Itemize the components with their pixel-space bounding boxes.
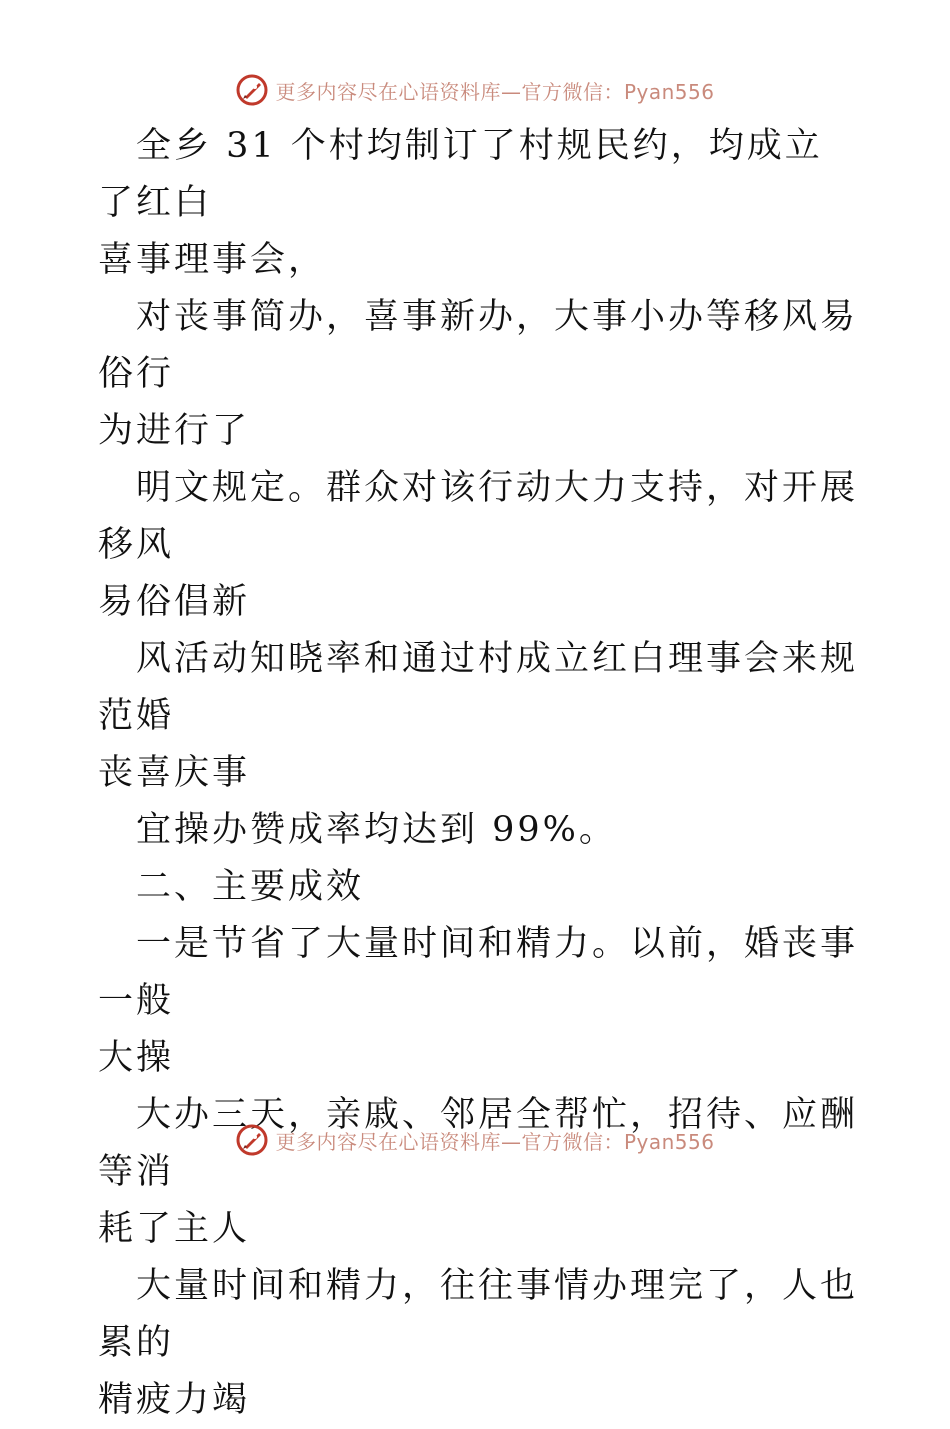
header-banner-inner xyxy=(235,73,714,107)
paragraph-line: 明文规定。群众对该行动大力支持，对开展移风 xyxy=(98,468,859,565)
footer-banner xyxy=(0,1120,950,1160)
footer-banner-text: 更多内容尽在心语资料库—官方微信：Pyan556 xyxy=(275,1129,715,1154)
section-heading xyxy=(98,859,858,916)
paragraph-line: 丧喜庆事 xyxy=(98,753,251,793)
paragraph-line: 喜事理事会， xyxy=(98,240,327,280)
paragraph-8 xyxy=(98,1087,858,1258)
header-banner xyxy=(0,70,950,110)
paragraph-line: 大办三天，亲戚、邻居全帮忙，招待、应酬等消 xyxy=(98,1095,859,1192)
paragraph-7 xyxy=(98,916,858,1087)
paragraph-line: 耗了主人 xyxy=(98,1209,251,1249)
paragraph-line: 二、主要成效 xyxy=(136,867,365,907)
quill-seal-icon xyxy=(235,73,269,107)
paragraph-9 xyxy=(98,1258,858,1429)
paragraph-line: 风活动知晓率和通过村成立红白理事会来规范婚 xyxy=(98,639,859,736)
paragraph-line: 大操 xyxy=(98,1038,175,1078)
paragraph-line: 全乡 31 个村均制订了村规民约，均成立了红白 xyxy=(98,126,823,223)
body-content xyxy=(98,118,858,1429)
paragraph-line: 对丧事简办，喜事新办，大事小办等移风易俗行 xyxy=(98,297,859,394)
paragraph-line: 宜操办赞成率均达到 99%。 xyxy=(136,810,617,850)
header-banner-text: 更多内容尽在心语资料库—官方微信：Pyan556 xyxy=(275,79,715,104)
paragraph-3 xyxy=(98,460,858,631)
paragraph-2 xyxy=(98,289,858,460)
quill-seal-icon xyxy=(235,1123,269,1157)
footer-banner-inner xyxy=(235,1123,714,1157)
paragraph-line: 为进行了 xyxy=(98,411,251,451)
paragraph-5 xyxy=(98,802,858,859)
paragraph-4 xyxy=(98,631,858,802)
paragraph-line: 精疲力竭 xyxy=(98,1380,251,1420)
paragraph-1 xyxy=(98,118,858,289)
paragraph-line: 大量时间和精力，往往事情办理完了，人也累的 xyxy=(98,1266,859,1363)
paragraph-line: 易俗倡新 xyxy=(98,582,251,622)
paragraph-line: 一是节省了大量时间和精力。以前，婚丧事一般 xyxy=(98,924,859,1021)
